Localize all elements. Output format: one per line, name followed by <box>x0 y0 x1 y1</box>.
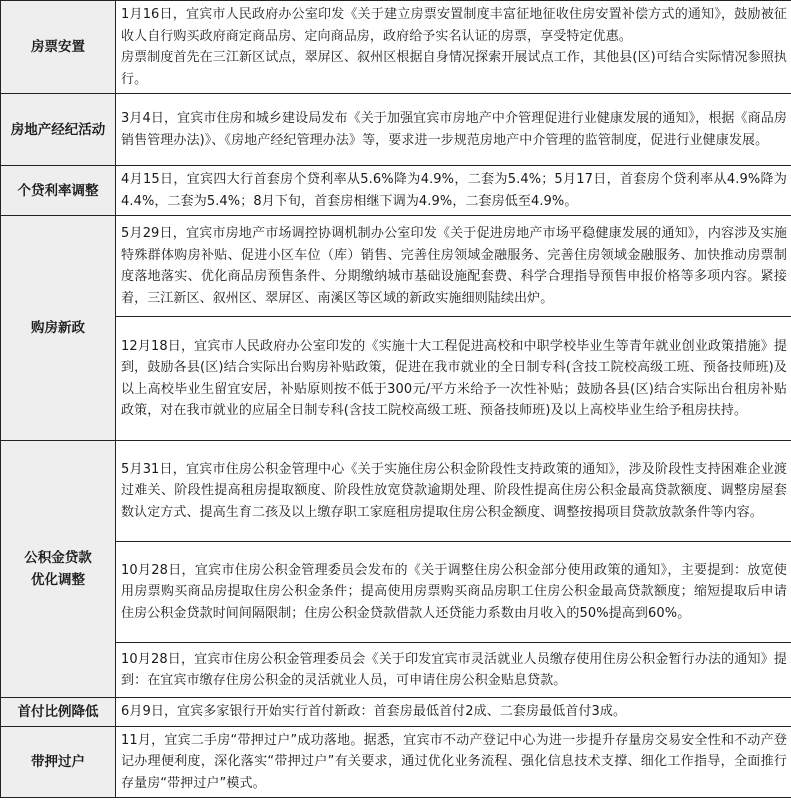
policy-text: 6月9日，宜宾多家银行开始实行首付新政：首套房最低首付2成、二套房最低首付3成。 <box>121 704 627 719</box>
table-row <box>1 166 791 216</box>
table-row <box>1 317 791 441</box>
category-cell-mortgage-transfer: 带押过户 <box>1 726 116 798</box>
policy-text: 5月31日，宜宾市住房公积金管理中心《关于实施住房公积金阶段性支持政策的通知》，涉及阶段性支持困难企业渡过难关、阶段性提高租房提取额度、阶段性放宽贷款逾期处理、阶段性提高住房公积金最高贷款额度、调整房屋套数认定方式、提高生育二孩及以上缴存职工家庭租房提取住房公积金额度、调整按揭项目贷款放款条件等内容。 <box>121 461 787 520</box>
category-line: 优化调整 <box>31 572 85 588</box>
policy-text: 5月29日，宜宾市房地产市场调控协调机制办公室印发《关于促进房地产市场平稳健康发展的通知》，内容涉及实施特殊群体购房补贴、促进小区车位（库）销售、完善住房领域金融服务、完善住房领域金融服务、加快推动房票制度落地落实、优化商品房预售条件、分期缴纳城市基础设施配套费、科学合理指导预售申报价格等多项内容。紧接着，三江新区、叙州区、翠屏区、南溪区等区域的新政实施细则陆续出炉。 <box>121 226 787 306</box>
policy-text: 1月16日，宜宾市人民政府办公室印发《关于建立房票安置制度丰富征地征收住房安置补偿方式的通知》，鼓励被征收人自行购买政府商定商品房、定向商品房，政府给予实名认证的房票，享受特定优惠。 <box>121 7 787 44</box>
policy-text: 3月4日，宜宾市住房和城乡建设局发布《关于加强宜宾市房地产中介管理促进行业健康发展的通知》，根据《商品房销售管理办法)》、《房地产经纪管理办法》等，要求进一步规范房地产中介管理的监管制度，促进行业健康发展。 <box>121 111 787 148</box>
content-cell <box>116 94 791 166</box>
policy-text: 房票制度首先在三江新区试点，翠屏区、叙州区根据自身情况探索开展试点工作，其他县(区)可结合实际情况参照执行。 <box>121 50 787 87</box>
policy-text: 4月15日，宜宾四大行首套房个贷利率从5.6%降为4.9%，二套为5.4%；5月17日，首套房个贷利率从4.9%降为4.4%，二套为5.4%；8月下旬，首套房相继下调为4.9%，二套房低至4.9%。 <box>121 172 787 209</box>
table-row <box>1 698 791 727</box>
category-cell-down-payment: 首付比例降低 <box>1 698 116 727</box>
table-row <box>1 1 791 94</box>
content-cell <box>116 643 791 698</box>
category-cell-provident-fund <box>1 441 116 698</box>
category-line: 公积金贷款 <box>24 550 92 566</box>
content-cell <box>116 698 791 727</box>
table-row <box>1 542 791 643</box>
content-cell <box>116 441 791 542</box>
category-cell-purchase-policy: 购房新政 <box>1 216 116 441</box>
table-row <box>1 216 791 317</box>
category-cell-loan-rate: 个贷利率调整 <box>1 166 116 216</box>
content-cell <box>116 1 791 94</box>
content-cell <box>116 216 791 317</box>
content-cell <box>116 726 791 798</box>
category-cell-housing-voucher: 房票安置 <box>1 1 116 94</box>
table-row <box>1 441 791 542</box>
content-cell <box>116 542 791 643</box>
content-cell <box>116 317 791 441</box>
category-cell-brokerage: 房地产经纪活动 <box>1 94 116 166</box>
table-row <box>1 726 791 798</box>
policy-text: 10月28日，宜宾市住房公积金管理委员会发布的《关于调整住房公积金部分使用政策的通知》，主要提到：放宽使用房票购买商品房提取住房公积金条件；提高使用房票购买商品房职工住房公积金最高贷款额度；缩短提取后申请住房公积金贷款时间间隔限制；住房公积金贷款借款人还贷能力系数由月收入的50%提高到60%。 <box>121 562 787 621</box>
content-cell <box>116 166 791 216</box>
policy-text: 12月18日，宜宾市人民政府办公室印发的《实施十大工程促进高校和中职学校毕业生等青年就业创业政策措施》提到，鼓励各县(区)结合实际出台购房补贴政策，促进在我市就业的全日制专科(含技工院校高级工班、预备技师班)及以上高校毕业生留宜安居，补贴原则按不低于300元/平方米给予一次性补贴；鼓励各县(区)结合实际出台租房补贴政策，对在我市就业的应届全日制专科(含技工院校高级工班、预备技师班)及以上高校毕业生给予租房扶持。 <box>121 338 787 418</box>
policy-text: 10月28日，宜宾市住房公积金管理委员会《关于印发宜宾市灵活就业人员缴存使用住房公积金暂行办法的通知》提到：在宜宾市缴存住房公积金的灵活就业人员，可申请住房公积金贴息贷款。 <box>121 651 787 688</box>
table-row <box>1 643 791 698</box>
policy-text: 11月，宜宾二手房“带押过户”成功落地。据悉，宜宾市不动产登记中心为进一步提升存量房交易安全性和不动产登记办理便利度，深化落实“带押过户”有关要求，通过优化业务流程、强化信息技术支撑、细化工作指导，全面推行存量房“带押过户”模式。 <box>121 732 787 791</box>
table-row <box>1 94 791 166</box>
